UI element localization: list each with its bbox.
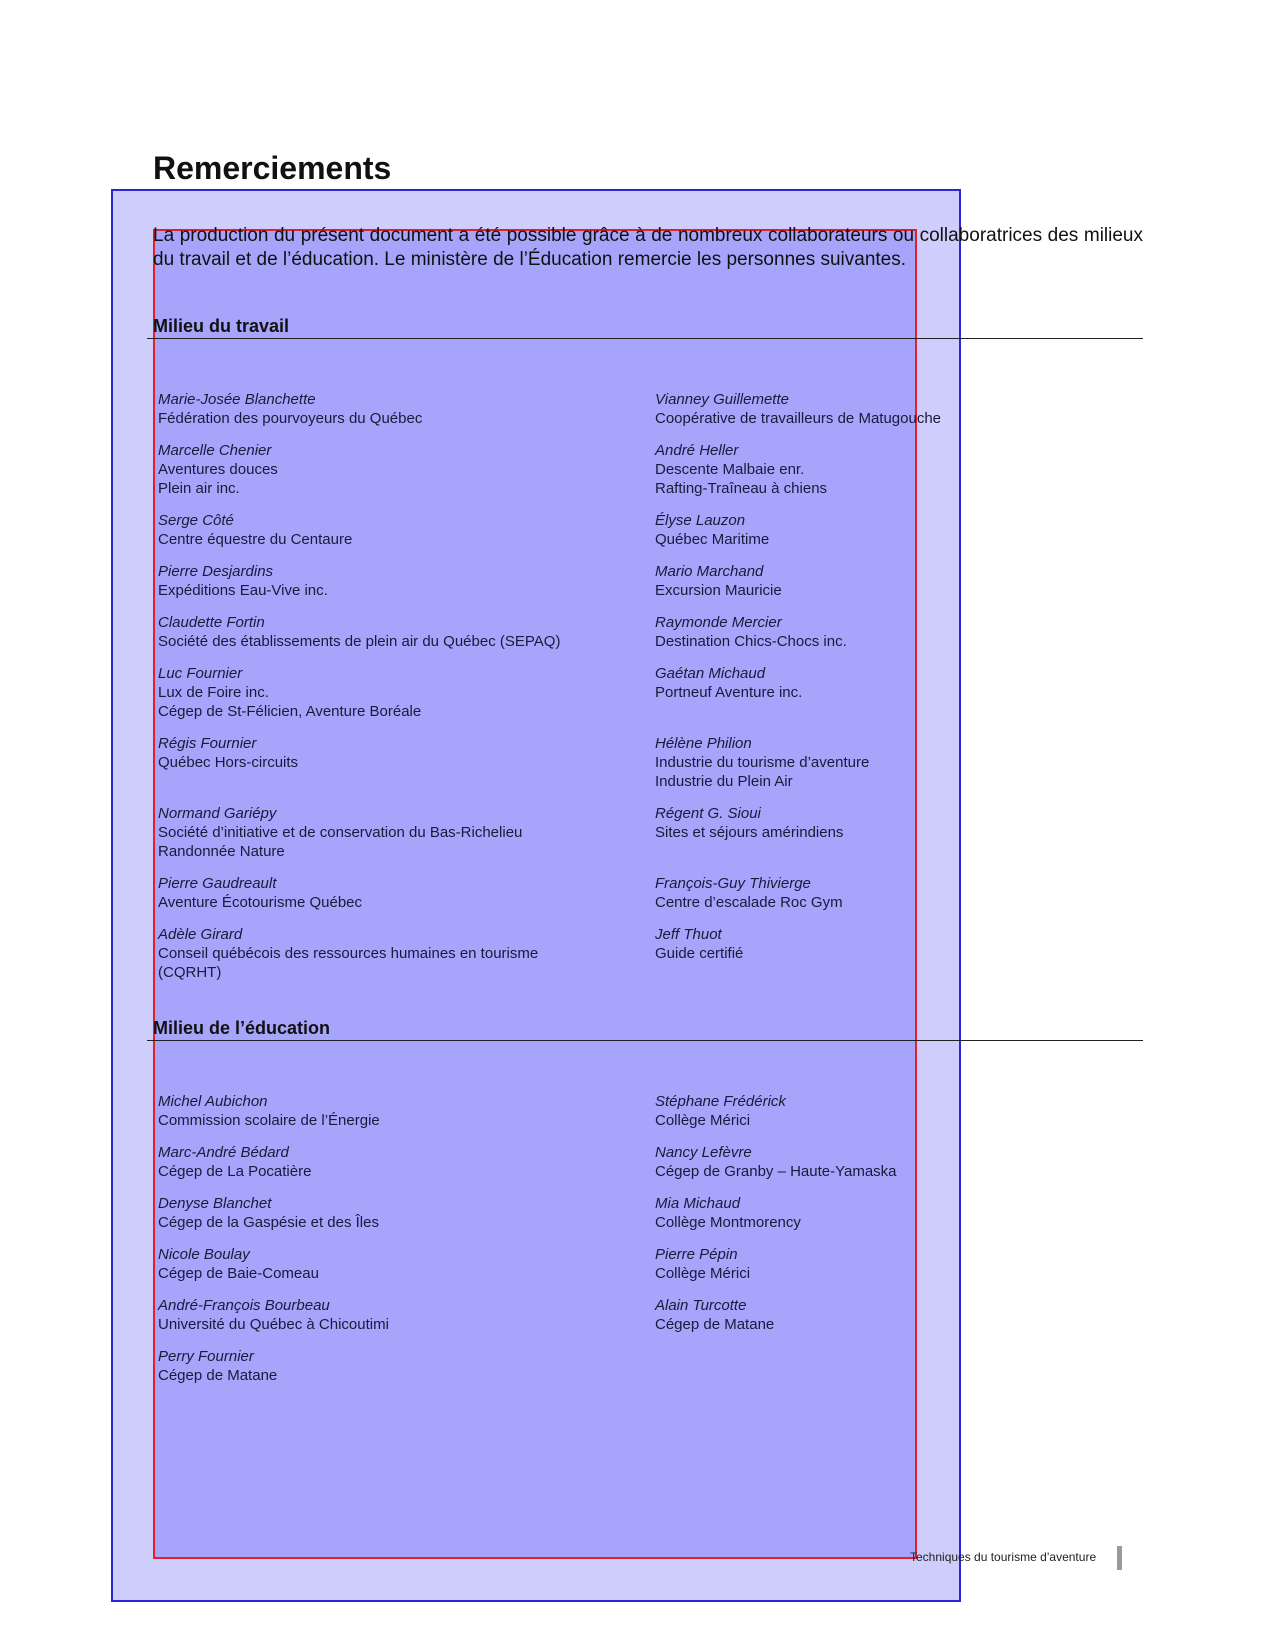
contact-organization: Cégep de Matane xyxy=(655,1316,775,1333)
contact-name: André Heller xyxy=(655,442,739,459)
page-title: Remerciements xyxy=(153,150,392,186)
contact-right xyxy=(655,1194,1055,1232)
contact-name: Claudette Fortin xyxy=(158,614,265,631)
acknowledgement-row xyxy=(158,874,1058,912)
contact-name: Mia Michaud xyxy=(655,1195,741,1212)
contact-organization: Cégep de Baie-Comeau xyxy=(158,1265,319,1282)
contact-right xyxy=(655,925,1055,982)
contact-right xyxy=(655,390,1055,428)
acknowledgement-row xyxy=(158,1143,1058,1181)
contact-name: Michel Aubichon xyxy=(158,1093,268,1110)
footer-text: Techniques du tourisme d’aventure xyxy=(910,1550,1097,1564)
contact-name: Denyse Blanchet xyxy=(158,1195,272,1212)
contact-left xyxy=(158,1245,655,1283)
contact-name: Raymonde Mercier xyxy=(655,614,782,631)
contact-right xyxy=(655,1143,1055,1181)
contact-organization: (CQRHT) xyxy=(158,964,222,981)
contact-organization: Aventures douces xyxy=(158,461,278,478)
contact-organization: Sites et séjours amérindiens xyxy=(655,824,844,841)
contact-organization: Fédération des pourvoyeurs du Québec xyxy=(158,410,423,427)
contact-name: Normand Gariépy xyxy=(158,805,277,822)
contact-left xyxy=(158,925,655,982)
section-heading-travail: Milieu du travail xyxy=(153,316,290,336)
contact-organization: Portneuf Aventure inc. xyxy=(655,684,803,701)
contact-organization: Centre d’escalade Roc Gym xyxy=(655,894,843,911)
contact-left xyxy=(158,390,655,428)
contact-name: Perry Fournier xyxy=(158,1348,254,1365)
contact-organization: Québec Hors-circuits xyxy=(158,754,299,771)
contact-left xyxy=(158,1194,655,1232)
section-divider xyxy=(147,338,1143,339)
contact-left xyxy=(158,1092,655,1130)
acknowledgement-row xyxy=(158,562,1058,600)
contact-left xyxy=(158,562,655,600)
acknowledgement-row xyxy=(158,390,1058,428)
contact-organization: Société d’initiative et de conservation du Bas-Richelieu xyxy=(158,824,523,841)
acknowledgement-row xyxy=(158,925,1058,982)
contact-name: Pierre Pépin xyxy=(655,1246,738,1263)
contact-organization: Destination Chics-Chocs inc. xyxy=(655,633,847,650)
contact-organization: Industrie du Plein Air xyxy=(655,773,793,790)
section-divider xyxy=(147,1040,1143,1041)
contact-left xyxy=(158,734,655,791)
acknowledgement-row xyxy=(158,613,1058,651)
acknowledgement-row xyxy=(158,1296,1058,1334)
contact-name: Élyse Lauzon xyxy=(655,512,746,529)
contact-left xyxy=(158,1143,655,1181)
contact-organization: Collège Mérici xyxy=(655,1112,751,1129)
entries-travail xyxy=(158,390,1058,995)
contact-name: Pierre Desjardins xyxy=(158,563,274,580)
contact-left xyxy=(158,874,655,912)
contact-left xyxy=(158,613,655,651)
contact-organization: Cégep de la Gaspésie et des Îles xyxy=(158,1214,379,1231)
contact-left xyxy=(158,511,655,549)
contact-organization: Excursion Mauricie xyxy=(655,582,782,599)
contact-organization: Expéditions Eau-Vive inc. xyxy=(158,582,328,599)
acknowledgement-row xyxy=(158,511,1058,549)
contact-right xyxy=(655,1347,1055,1385)
contact-left xyxy=(158,664,655,721)
acknowledgement-row xyxy=(158,664,1058,721)
contact-organization: Collège Mérici xyxy=(655,1265,751,1282)
contact-left xyxy=(158,804,655,861)
contact-left xyxy=(158,1296,655,1334)
contact-right xyxy=(655,511,1055,549)
contact-organization: Québec Maritime xyxy=(655,531,770,548)
contact-name: Mario Marchand xyxy=(655,563,764,580)
acknowledgement-row xyxy=(158,1194,1058,1232)
section-heading-education: Milieu de l’éducation xyxy=(153,1018,331,1038)
contact-right xyxy=(655,1092,1055,1130)
contact-organization: Aventure Écotourisme Québec xyxy=(158,894,363,911)
contact-organization: Coopérative de travailleurs de Matugouche xyxy=(655,410,942,427)
contact-name: Gaétan Michaud xyxy=(655,665,766,682)
contact-name: André-François Bourbeau xyxy=(158,1297,330,1314)
intro-paragraph: La production du présent document a été possible grâce à de nombreux collaborateurs ou collaboratrices des milieux du travail et de l’éducation. Le ministère de l’Éducation remercie les personnes suivantes. xyxy=(153,225,1143,270)
contact-name: Stéphane Frédérick xyxy=(655,1093,786,1110)
contact-organization: Commission scolaire de l’Énergie xyxy=(158,1112,380,1129)
contact-organization: Conseil québécois des ressources humaines en tourisme xyxy=(158,945,539,962)
contact-name: Marcelle Chenier xyxy=(158,442,272,459)
contact-organization: Société des établissements de plein air du Québec (SEPAQ) xyxy=(158,633,561,650)
contact-right xyxy=(655,804,1055,861)
contact-name: Hélène Philion xyxy=(655,735,752,752)
contact-name: Vianney Guillemette xyxy=(655,391,789,408)
contact-name: Jeff Thuot xyxy=(655,926,722,943)
acknowledgement-row xyxy=(158,734,1058,791)
contact-organization: Plein air inc. xyxy=(158,480,240,497)
contact-name: François-Guy Thivierge xyxy=(655,875,811,892)
contact-organization: Cégep de La Pocatière xyxy=(158,1163,312,1180)
contact-right xyxy=(655,613,1055,651)
acknowledgement-row xyxy=(158,441,1058,498)
contact-left xyxy=(158,1347,655,1385)
contact-organization: Lux de Foire inc. xyxy=(158,684,269,701)
contact-name: Nancy Lefèvre xyxy=(655,1144,752,1161)
contact-organization: Randonnée Nature xyxy=(158,843,285,860)
contact-right xyxy=(655,874,1055,912)
contact-organization: Descente Malbaie enr. xyxy=(655,461,805,478)
contact-name: Serge Côté xyxy=(158,512,234,529)
entries-education xyxy=(158,1092,1058,1398)
contact-name: Pierre Gaudreault xyxy=(158,875,277,892)
contact-organization: Université du Québec à Chicoutimi xyxy=(158,1316,389,1333)
page-content xyxy=(153,0,1143,1651)
contact-right xyxy=(655,734,1055,791)
contact-name: Marc-André Bédard xyxy=(158,1144,289,1161)
contact-organization: Cégep de Granby – Haute-Yamaska xyxy=(655,1163,897,1180)
contact-organization: Collège Montmorency xyxy=(655,1214,801,1231)
acknowledgement-row xyxy=(158,1347,1058,1385)
contact-right xyxy=(655,1296,1055,1334)
contact-organization: Industrie du tourisme d’aventure xyxy=(655,754,870,771)
contact-organization: Centre équestre du Centaure xyxy=(158,531,353,548)
contact-right xyxy=(655,1245,1055,1283)
contact-name: Luc Fournier xyxy=(158,665,243,682)
contact-organization: Cégep de St-Félicien, Aventure Boréale xyxy=(158,703,422,720)
acknowledgement-row xyxy=(158,804,1058,861)
contact-organization: Guide certifié xyxy=(655,945,744,962)
contact-name: Adèle Girard xyxy=(158,926,243,943)
acknowledgement-row xyxy=(158,1092,1058,1130)
contact-organization: Cégep de Matane xyxy=(158,1367,278,1384)
contact-name: Alain Turcotte xyxy=(655,1297,747,1314)
contact-right xyxy=(655,441,1055,498)
contact-name: Régent G. Sioui xyxy=(655,805,761,822)
contact-organization: Rafting-Traîneau à chiens xyxy=(655,480,828,497)
contact-right xyxy=(655,562,1055,600)
acknowledgement-row xyxy=(158,1245,1058,1283)
contact-left xyxy=(158,441,655,498)
page-marker xyxy=(1117,1546,1122,1570)
contact-name: Régis Fournier xyxy=(158,735,257,752)
contact-name: Marie-Josée Blanchette xyxy=(158,391,316,408)
contact-name: Nicole Boulay xyxy=(158,1246,250,1263)
contact-right xyxy=(655,664,1055,721)
